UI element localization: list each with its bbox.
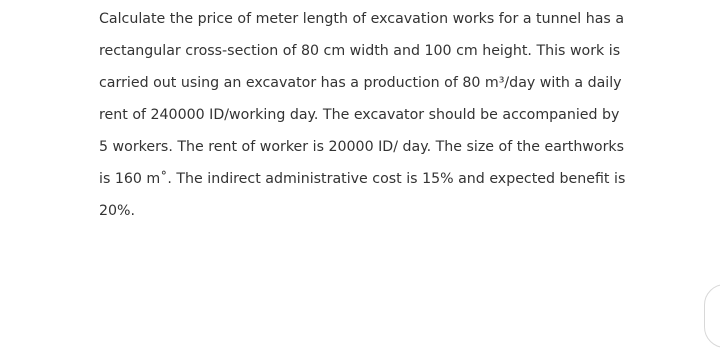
problem-line: rectangular cross-section of 80 cm width and 100 cm height. This work is [99,43,621,59]
problem-line: rent of 240000 ID/working day. The excavator should be accompanied by [99,107,620,123]
problem-line: Calculate the price of meter length of excavation works for a tunnel has a [99,11,625,27]
problem-line: 5 workers. The rent of worker is 20000 ID/ day. The size of the earthworks [99,139,625,155]
problem-line: carried out using an excavator has a production of 80 m³/day with a daily [99,75,622,91]
floating-widget-edge[interactable] [704,284,720,348]
problem-line: is 160 m˚. The indirect administrative cost is 15% and expected benefit is [99,171,626,187]
problem-line: 20%. [99,203,136,219]
problem-statement [99,3,699,227]
